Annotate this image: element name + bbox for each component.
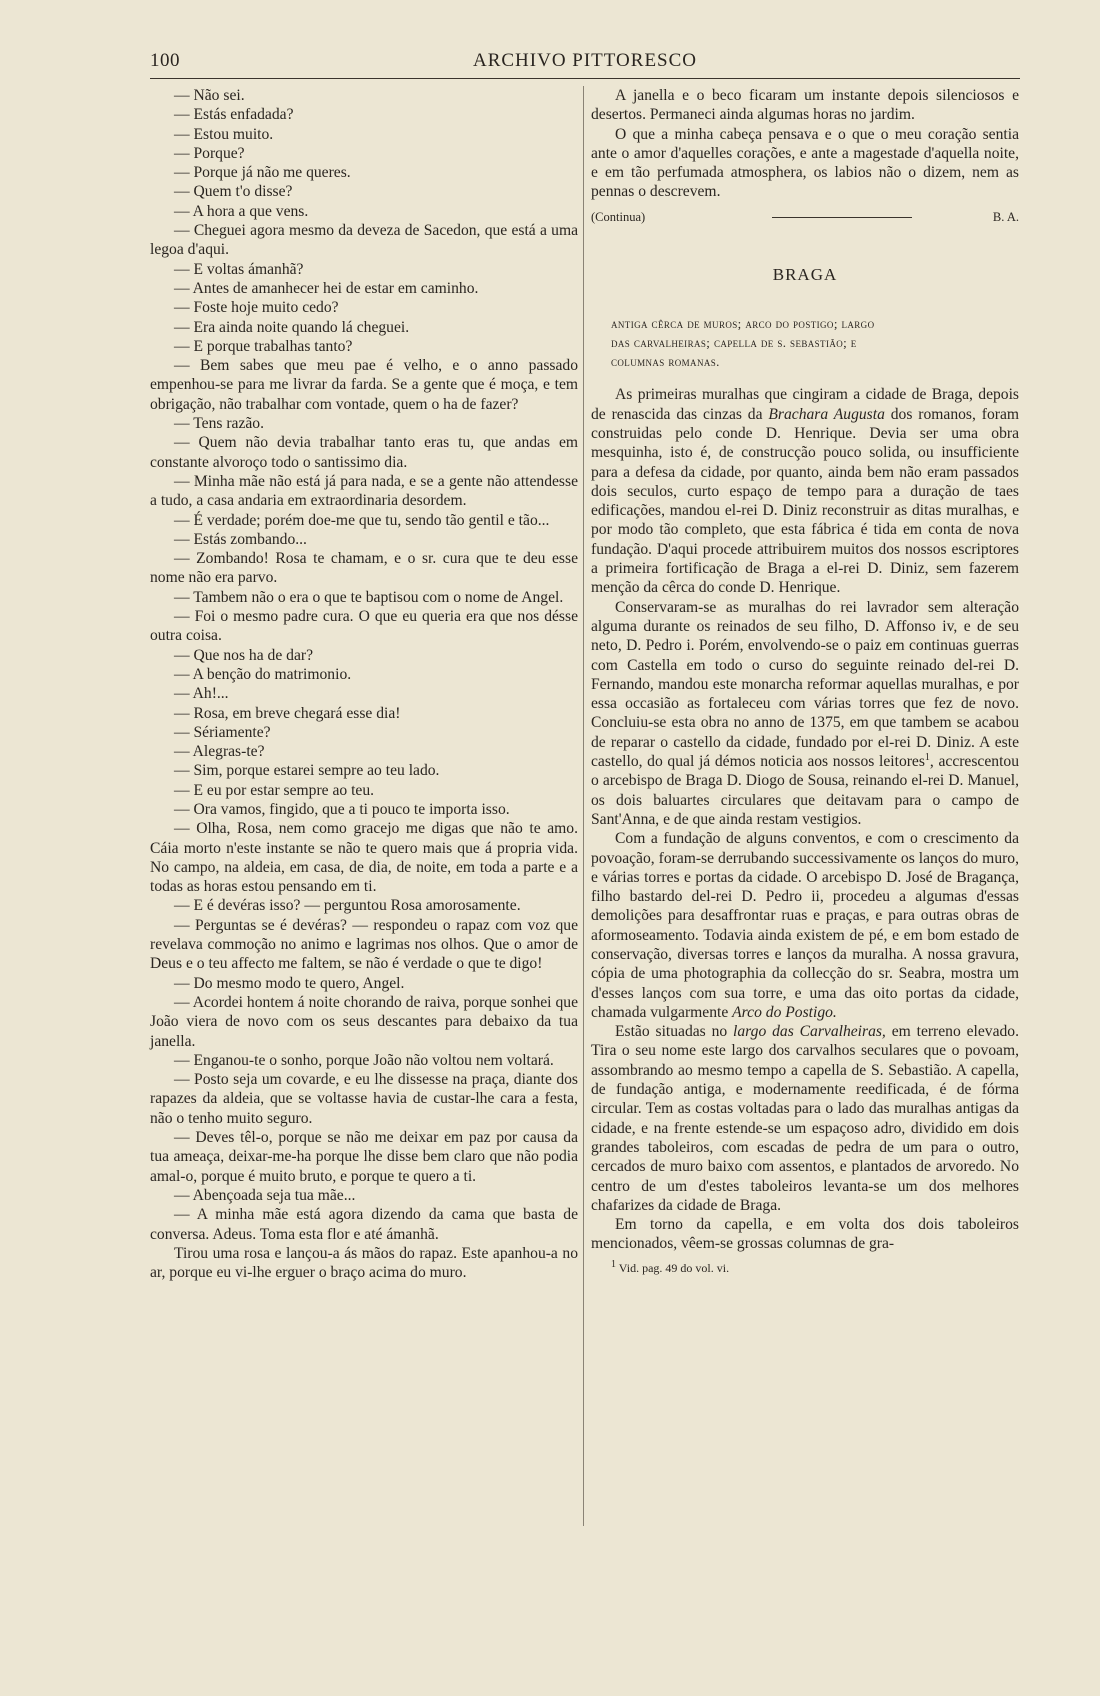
dialogue-line: — Perguntas se é devéras? — respondeu o rapaz com voz que revelava commoção no animo e lagrimas nos olhos. Que o amor de Deus e o teu affecto me faltem, se não é verdade o que te digo! [150, 916, 578, 973]
dialogue-line: — Minha mãe não está já para nada, e se a gente não attendesse a tudo, a casa andaria em extraordinaria desordem. [150, 472, 578, 510]
dialogue-line: — Alegras-te? [174, 743, 265, 761]
left-column [150, 86, 578, 1282]
italic-text: Arco do Postigo. [732, 1003, 837, 1021]
dialogue-line: — Era ainda noite quando lá cheguei. [174, 318, 410, 336]
dialogue-line: — Foi o mesmo padre cura. O que eu queria era que nos désse outra coisa. [150, 608, 578, 645]
dialogue-line: — Porque? [174, 144, 245, 162]
dialogue-line: — Do mesmo modo te quero, Angel. [174, 974, 405, 992]
paragraph: Em torno da capella, e em volta dos dois taboleiros mencionados, vêem-se grossas columnas de gra- [591, 1216, 1019, 1253]
dialogue-line: — Porque já não me queres. [174, 164, 351, 182]
dialogue-line: — E eu por estar sempre ao teu. [174, 781, 375, 799]
dialogue-line: — É verdade; porém doe-me que tu, sendo tão gentil e tão... [174, 511, 550, 529]
subtitle-line: columnas romanas. [611, 354, 720, 370]
dialogue-line: — Enganou-te o sonho, porque João não voltou nem voltará. [174, 1051, 554, 1069]
section-subtitle [591, 314, 1019, 371]
dialogue-line: — Estás enfadada? [174, 106, 294, 124]
text-run: Conservaram-se as muralhas do rei lavrador sem alteração alguma durante os reinados de seu filho, D. Affonso iv, e de seu neto, D. Pedro i. Porém, envolvendo-se o paiz em continuas guerras com Castella em todo o curso do seguinte reinado del-rei D. Fernando, mandou este monarcha reformar aquellas muralhas, e por essa occasião as fortaleceu com várias torres que fez de novo. Concluiu-se esta obra no anno de 1375, em que tambem se acabou de reparar o castello da cidade, fundado por el-rei D. Diniz. A este castello, do qual já démos noticia aos nossos leitores [591, 598, 1019, 771]
text-run: As primeiras muralhas que cingiram a cidade de Braga, depois de renascida das cinzas da [591, 386, 1019, 423]
page-header [150, 50, 1020, 80]
text-run: Com a fundação de alguns conventos, e com o crescimento da povoação, foram-se derrubando successivamente os lanços do muro, e várias torres e portas da cidade. O arcebispo D. José de Bragança, filho bastardo del-rei D. Pedro ii, procedeu a algumas d'essas demolições para desaffrontar ruas e praças, e para outras obras de aformoseamento. Todavia ainda existem de pé, e em bom estado de conservação, diversas torres e lanços da muralha. A nossa gravura, cópia de uma photographia da collecção do sr. Seabra, mostra um d'esses lanços com sua torre, e uma das oito portas da cidade, chamada vulgarmente [591, 830, 1019, 1021]
subtitle-line: antiga cêrca de muros; arco do postigo; largo [611, 316, 875, 332]
text-run: Estão situadas no [615, 1023, 734, 1041]
dialogue-line: — Quem não devia trabalhar tanto eras tu, que andas em constante alvoroço todo o santissimo dia. [150, 434, 578, 471]
dialogue-line: — Zombando! Rosa te chamam, e o sr. cura que te deu esse nome não era parvo. [150, 550, 578, 587]
dialogue-line: — A benção do matrimonio. [174, 665, 352, 683]
dialogue-line: — Deves têl-o, porque se não me deixar em paz por causa da tua ameaça, deixar-me-ha porque lhe disse bem claro que não podia amal-o, porque é muito bruto, e porque te quero a ti. [150, 1129, 578, 1185]
dialogue-line: — Abençoada seja tua mãe... [174, 1186, 356, 1204]
dialogue-line: — Olha, Rosa, nem como gracejo me digas que não te amo. Cáia morto n'este instante se não te quero mais que á propria vida. No campo, na aldeia, em casa, de dia, de noite, em toda a parte e a todas as horas estou pensando em ti. [150, 820, 578, 896]
footnote-mark: 1 [611, 1258, 616, 1270]
dialogue-line: — Antes de amanhecer hei de estar em caminho. [174, 279, 479, 297]
dialogue-line: — Sériamente? [174, 723, 271, 741]
dialogue-line: — Tambem não o era o que te baptisou com o nome de Angel. [174, 588, 564, 606]
author-signature: B. A. [992, 209, 1019, 224]
subtitle-line: das carvalheiras; capella de s. sebastião; e [611, 335, 857, 351]
italic-text: largo das Carvalheiras, [733, 1023, 886, 1041]
dialogue-line: — Bem sabes que meu pae é velho, e o anno passado empenhou-se para me livrar da farda. Se a gente que é moça, e tem obrigação, não trabalhar com vontade, quem o ha de fazer? [150, 357, 578, 413]
header-rule [150, 78, 1020, 79]
dialogue-line: — Acordei hontem á noite chorando de raiva, porque sonhei que João viera de novo com os seus descantes para debaixo da tua janella. [150, 993, 578, 1050]
footnote-mark: 1 [924, 751, 930, 763]
dialogue-line: — Cheguei agora mesmo da deveza de Sacedon, que está a uma legoa d'aqui. [150, 222, 578, 259]
dialogue-line: — Não sei. [174, 87, 245, 104]
section-title: BRAGA [772, 265, 838, 285]
paragraph [591, 598, 1019, 830]
paragraph [591, 1022, 1019, 1215]
continuation-line [591, 208, 1019, 227]
dialogue-line: — A hora a que vens. [174, 202, 309, 220]
text-run: , accrescentou o arcebispo de Braga D. Diogo de Sousa, reinando el-rei D. Manuel, os dois baluartes circulares que deitavam para o campo de Sant'Anna, e de que ainda restam vestigios. [591, 753, 1019, 828]
dialogue-line: — Que nos ha de dar? [174, 646, 313, 664]
italic-text: Brachara Augusta [768, 405, 885, 423]
text-run: dos romanos, foram construidas pelo conde D. Henrique. Devia ser uma obra mesquinha, isto é, de construcção pouco solida, ou insufficiente para a defesa da cidade, por quanto, ainda bem não eram passados dois seculos, curto espaço de tempo para a duração de taes edificações, mandou el-rei D. Diniz reconstruir as ditas muralhas, e por modo tão completo, que esta fábrica é tida em conta de nova fundação. D'aqui procede attribuirem muitos dos nossos escriptores a primeira fortificação de Braga a el-rei D. Diniz, sem fazerem menção da cêrca do conde D. Henrique. [591, 405, 1019, 597]
dialogue-line: — Estás zombando... [174, 530, 307, 548]
text-run: em terreno elevado. Tira o seu nome este largo dos carvalhos seculares que o povoam, assombrando ao mesmo tempo a capella de S. Sebastião. A capella, de fundação antiga, e modernamente reedificada, é de fórma circular. Tem as costas voltadas para o lado das muralhas antigas da cidade, e na frente estende-se um espaçoso adro, dividido em dois grandes taboleiros, com escadas de pedra de um para o outro, cercados de muro baixo com assentos, e plantados de arvoredo. No centro de um d'estes taboleiros levanta-se um dos melhores chafarizes da cidade de Braga. [591, 1023, 1020, 1214]
paragraph [591, 829, 1019, 1022]
footnote [591, 1260, 1019, 1276]
dialogue-line: — Sim, porque estarei sempre ao teu lado. [174, 762, 440, 780]
dialogue-line: — Estou muito. [174, 125, 274, 143]
dialogue-line: — Tens razão. [174, 415, 264, 433]
right-column [591, 86, 1019, 1276]
running-title: ARCHIVO PITTORESCO [472, 50, 698, 71]
dialogue-line: — Rosa, em breve chegará esse dia! [174, 704, 401, 722]
paragraph [591, 385, 1019, 597]
dialogue-line: — Quem t'o disse? [174, 183, 293, 201]
dialogue-line: — E voltas ámanhã? [174, 260, 304, 278]
dialogue-line: — Ora vamos, fingido, que a ti pouco te importa isso. [174, 800, 510, 818]
dialogue-line: Tirou uma rosa e lançou-a ás mãos do rapaz. Este apanhou-a no ar, porque eu vi-lhe erguer o braço acima do muro. [150, 1244, 578, 1282]
dialogue-line: — A minha mãe está agora dizendo da cama que basta de conversa. Adeus. Toma esta flor e até ámanhã. [150, 1206, 578, 1243]
dialogue-line: — Posto seja um covarde, e eu lhe dissesse na praça, diante dos rapazes da aldeia, que se voltasse havia de custar-lhe cara a festa, não o tenho muito seguro. [150, 1071, 578, 1127]
paragraph: A janella e o beco ficaram um instante depois silenciosos e desertos. Permaneci ainda algumas horas no jardim. [591, 87, 1019, 124]
dialogue-line: — E porque trabalhas tanto? [174, 337, 353, 355]
dialogue-line: — Ah!... [174, 685, 229, 703]
page-number: 100 [150, 50, 180, 71]
footnote-text: Vid. pag. 49 do vol. vi. [618, 1260, 730, 1275]
dialogue-line: — Foste hoje muito cedo? [174, 299, 339, 317]
continua-label: (Continua) [591, 209, 646, 224]
separator-rule [772, 217, 912, 218]
dialogue-line: — E é devéras isso? — perguntou Rosa amorosamente. [174, 897, 521, 915]
column-divider [583, 86, 584, 1526]
paragraph: O que a minha cabeça pensava e o que o meu coração sentia ante o amor d'aquelles corações, e ante a magestade d'aquella noite, e em tão perfumada atmosphera, os labios não o dizem, nem as pennas o descrevem. [591, 125, 1019, 201]
